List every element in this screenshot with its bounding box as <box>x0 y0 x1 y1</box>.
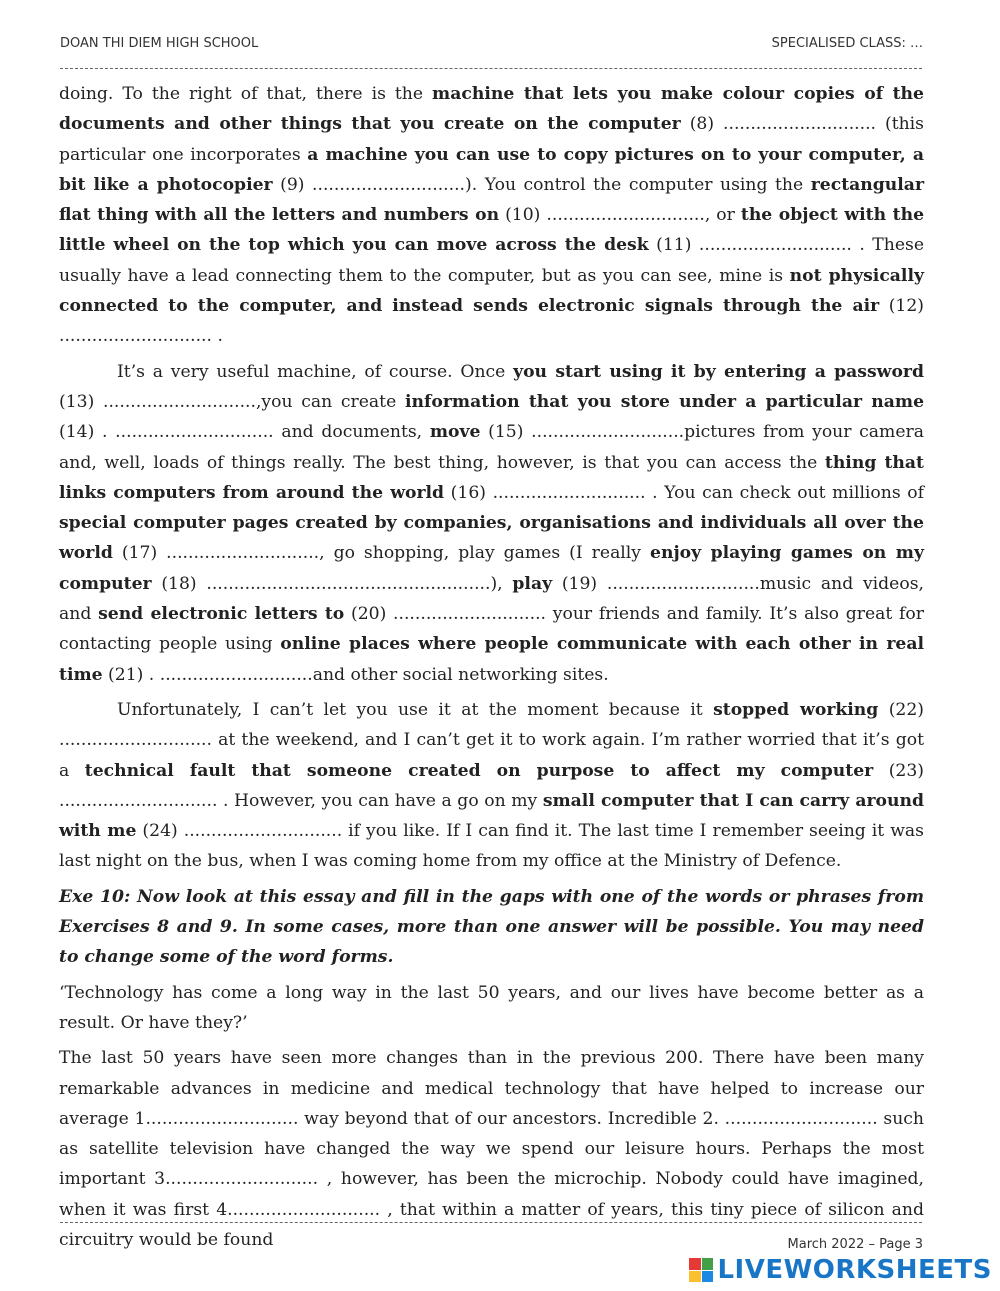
bold-phrase: information that you store under a particular name <box>404 391 924 412</box>
bold-phrase: you start using it by entering a password <box>513 361 924 382</box>
exercise-title: Exe 10: Now look at this essay and fill in the gaps with one of the words or phrases from Exercises 8 and 9. In some cases, more than one answer will be possible. You may need to change some of the word forms. <box>59 886 924 968</box>
text-run: (24) ............................. if you like. If I can find it. The last time I remember seeing it was last night on the bus, when I was coming home from my office at the Ministry of Defence. <box>59 821 924 872</box>
header-divider <box>60 68 922 69</box>
school-name: DOAN THI DIEM HIGH SCHOOL <box>60 36 259 51</box>
text-run: (12) ............................ . <box>59 296 925 347</box>
bold-phrase: technical fault that someone created on purpose to affect my computer <box>84 760 874 781</box>
bold-phrase: enjoy playing games on my computer <box>59 543 924 594</box>
text-run: (16) ............................ . You can check out millions of <box>444 482 924 503</box>
bold-phrase: machine that lets you make colour copies of the documents and other things that you create on the computer <box>59 84 924 135</box>
text-run: (15) ............................pictures from your camera and, well, loads of things really. The best thing, however, is that you can access the <box>59 422 924 473</box>
bold-phrase: online places where people communicate with each other in real time <box>59 634 924 685</box>
text-run: (13) ............................,you can create <box>59 391 405 412</box>
text-run: (18) ....................................................), <box>151 573 513 594</box>
text-run: (10) ............................., or <box>499 205 741 226</box>
bold-phrase: send electronic letters to <box>98 604 345 625</box>
text-run: (11) ............................ . These usually have a lead connecting them to the computer, but as you can see, mine is <box>59 235 924 286</box>
brand-wordmark: LIVEWORKSHEETS <box>717 1255 992 1285</box>
essay-paragraph: The last 50 years have seen more changes than in the previous 200. There have been many remarkable advances in medicine and medical technology that have helped to increase our average 1............................ way beyond that of our ancestors. Incredible 2. ............................ such as satellite television have changed the way we spend our leisure hours. Perhaps the most important 3............................ , however, has been the microchip. Nobody could have imagined, when it was first 4............................ , that within a matter of years, this tiny piece of silicon and circuitry would be found <box>59 1048 924 1250</box>
text-run: (19) ............................music and videos, and <box>59 573 924 625</box>
paragraph-2 <box>59 357 924 690</box>
text-run: Unfortunately, I can’t let you use it at the moment because it <box>117 699 714 720</box>
bold-phrase: thing that links computers from around the world <box>59 452 924 503</box>
footer-divider <box>60 1222 922 1223</box>
liveworksheets-logo-icon <box>689 1258 713 1282</box>
paragraph-1 <box>59 79 924 352</box>
text-run: (22) ............................ at the weekend, and I can’t get it to work again. I’m rather worried that it’s got a <box>59 699 924 781</box>
text-run: It’s a very useful machine, of course. Once <box>117 361 514 382</box>
document-body <box>59 79 924 1255</box>
text-run: (23) ............................. . However, you can have a go on my <box>59 760 924 811</box>
bold-phrase: the object with the little wheel on the top which you can move across the desk <box>59 205 924 256</box>
page-header <box>60 36 923 56</box>
paragraph-3 <box>59 695 924 877</box>
page-footer: March 2022 – Page 3 <box>787 1237 923 1252</box>
liveworksheets-brand <box>689 1254 992 1286</box>
bold-phrase: small computer that I can carry around with me <box>59 790 924 842</box>
text-run: (21) . ............................and other social networking sites. <box>102 664 609 685</box>
bold-phrase: not physically connected to the computer, and instead sends electronic signals through the air <box>59 265 924 317</box>
text-run: doing. To the right of that, there is the <box>59 84 433 104</box>
text-run: (14) . ............................. and documents, <box>59 422 430 443</box>
essay-quote: ‘Technology has come a long way in the last 50 years, and our lives have become better as a result. Or have they?’ <box>59 982 924 1033</box>
text-run: (17) ............................, go shopping, play games (I really <box>112 543 651 564</box>
class-label: SPECIALISED CLASS: … <box>771 36 923 51</box>
bold-phrase: rectangular flat thing with all the letters and numbers on <box>59 174 924 226</box>
text-run: (20) ............................ your friends and family. It’s also great for contacting people using <box>59 604 924 655</box>
bold-phrase: a machine you can use to copy pictures on to your computer, a bit like a photocopier <box>59 144 924 195</box>
text-run: (9) ............................). You control the computer using the <box>272 174 811 195</box>
text-run: (8) ............................ (this particular one incorporates <box>59 114 924 165</box>
bold-phrase: play <box>512 573 553 594</box>
bold-phrase: stopped working <box>713 699 879 720</box>
bold-phrase: special computer pages created by companies, organisations and individuals all over the world <box>59 513 924 564</box>
bold-phrase: move <box>429 422 481 443</box>
